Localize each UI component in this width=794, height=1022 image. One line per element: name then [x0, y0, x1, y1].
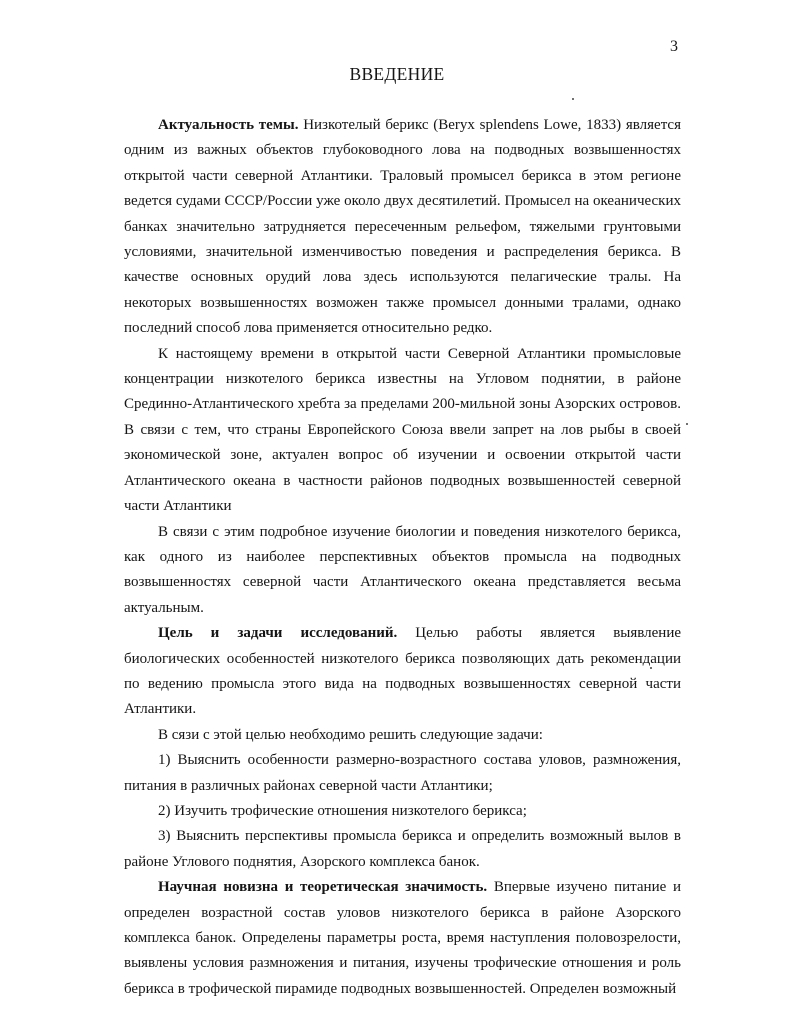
paragraph-goals: [124, 621, 681, 723]
paragraph-text: Впервые изучено питание и определен возрастной состав уловов низкотелого берикса в районе Азорского комплекса банок. Определены параметры роста, время наступления половозрелости, выявлены условия размножения и питания, изучены трофические отношения и роль берикса в трофической пирамиде подводных возвышенностей. Определен возможный: [124, 879, 681, 997]
list-item-task-3: [124, 824, 681, 875]
paragraph-lead: Актуальность темы.: [158, 117, 299, 133]
paragraph-text: Целью работы является выявление биологических особенностей низкотелого берикса позволяющих дать рекомендации по ведению промысла этого вида на подводных возвышенностях северной части Атлантики.: [124, 625, 682, 718]
paragraph-text: 1) Выяснить особенности размерно-возрастного состава уловов, размножения, питания в различных районах северной части Атлантики;: [124, 752, 681, 794]
paragraph-lead: Цель и задачи исследований.: [158, 625, 398, 642]
paragraph-text: К настоящему времени в открытой части Северной Атлантики промысловые концентрации низкотелого берикса известны на Угловом поднятии, в районе Срединно-Атлантического хребта за пределами 200-мильной зоны Азорских островов. В связи с тем, что страны Европейского Союза ввели запрет на лов рыбы в своей экономической зоне, актуален вопрос об изучении и освоении открытой части Атлантического океана в частности районов подводных возвышенностей северной части Атлантики: [124, 345, 681, 515]
list-item-task-1: [124, 748, 681, 799]
body-text: [124, 113, 681, 1002]
scan-speck: [650, 667, 652, 669]
paragraph-tasks-intro: [124, 723, 681, 748]
paragraph-text: В сязи с этой целью необходимо решить следующие задачи:: [158, 726, 543, 743]
paragraph-text: В связи с этим подробное изучение биологии и поведения низкотелого берикса, как одного из наиболее перспективных объектов промысла на подводных возвышенностях северной части Атлантического океана представляется весьма актуальным.: [124, 523, 681, 616]
paragraph-lead: Научная новизна и теоретическая значимость.: [158, 879, 488, 896]
paragraph-text: 3) Выяснить перспективы промысла берикса и определить возможный вылов в районе Углового поднятия, Азорского комплекса банок.: [124, 828, 681, 870]
paragraph-relevance: [124, 113, 681, 342]
paragraph-text: 2) Изучить трофические отношения низкотелого берикса;: [158, 802, 527, 819]
scan-speck: [686, 423, 688, 425]
paragraph-novelty: [124, 875, 681, 1002]
page-number: 3: [670, 38, 678, 55]
paragraph-text: Низкотелый берикс (Beryx splendens Lowe, 1833) является одним из важных объектов глубоководного лова на подводных возвышенностях открытой части северной Атлантики. Траловый промысел берикса в этом регионе ведется судами СССР/России уже около двух десятилетий. Промысел на океанических банках значительно затрудняется пересеченным рельефом, тяжелыми грунтовыми условиями, значительной изменчивостью поведения и распределения берикса. В качестве основных орудий лова здесь используются пелагические тралы. На некоторых возвышенностях возможен также промысел донными тралами, однако последний способ лова применяется относительно редко.: [124, 117, 681, 337]
list-item-task-2: [124, 799, 681, 824]
paragraph-importance: [124, 520, 681, 622]
page-title: ВВЕДЕНИЕ: [349, 64, 445, 84]
paragraph-current-state: [124, 342, 681, 520]
scan-speck: [572, 98, 574, 100]
